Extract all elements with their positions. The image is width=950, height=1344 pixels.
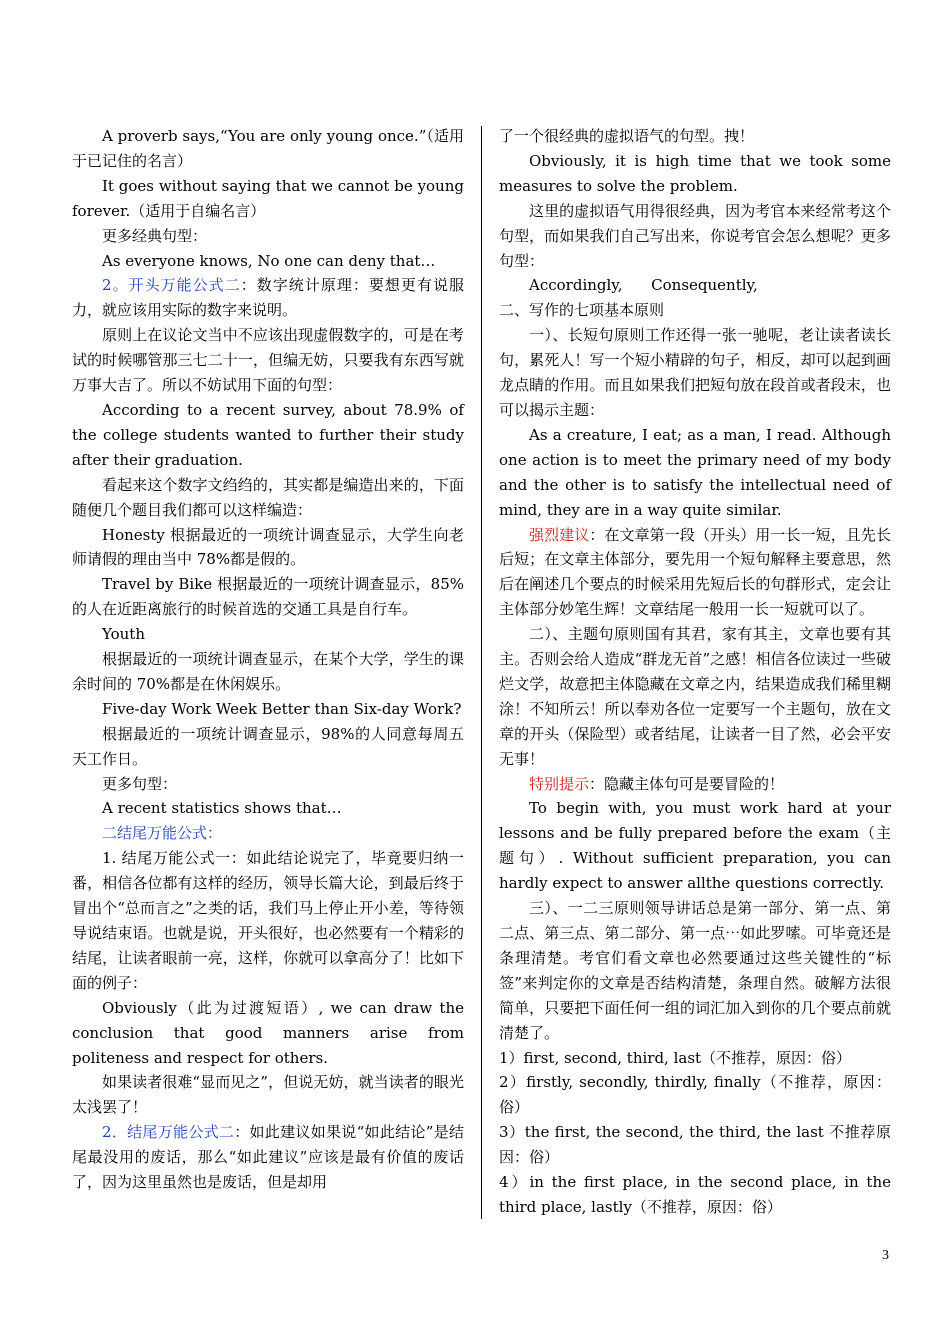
paragraph: 1. 结尾万能公式一：如此结论说完了，毕竟要归纳一番，相信各位都有这样的经历，领导长篇大论，到最后终于冒出个“总而言之”之类的话，我们马上停止开小差，等待领导说结束语。也就是说，开头很好，也必然要有一个精彩的结尾，让读者眼前一亮，这样，你就可以拿高分了！比如下面的例子：: [72, 849, 464, 992]
page-number: 3: [882, 1248, 889, 1263]
paragraph: Accordingly, Consequently,: [529, 276, 758, 295]
paragraph: It goes without saying that we cannot be young forever.（适用于自编名言）: [72, 176, 464, 220]
paragraph: 更多经典句型：: [102, 226, 208, 245]
column-divider: [481, 126, 482, 1219]
paragraph: According to a recent survey, about 78.9% of the college students wanted to further their study after their graduation.: [72, 400, 464, 469]
paragraph: A proverb says,“You are only young once.”（适用于已记住的名言）: [72, 127, 464, 170]
right-column: [499, 124, 891, 1220]
left-column: [72, 124, 464, 1195]
list-item: 4）in the first place, in the second place, in the third place, lastly（不推荐，原因：俗）: [499, 1173, 891, 1216]
paragraph: 看起来这个数字文绉绉的，其实都是编造出来的，下面随便几个题目我们都可以这样编造：: [72, 475, 464, 519]
emphasis-label: 特别提示: [529, 774, 590, 793]
paragraph: To begin with, you must work hard at your lessons and be fully prepared before the exam（主题句）. Without sufficient preparation, you can hardly expect to answer allthe questions correctly.: [499, 799, 891, 893]
paragraph: Obviously, it is high time that we took some measures to solve the problem.: [499, 151, 891, 195]
paragraph: 2．结尾万能公式二：如此建议如果说“如此结论”是结尾最没用的废话，那么“如此建议”应该是最有价值的废话了，因为这里虽然也是废话，但是却用: [72, 1123, 465, 1192]
paragraph: 原则上在议论文当中不应该出现虚假数字的，可是在考试的时候哪管那三七二十一，但编无妨，只要我有东西写就万事大吉了。所以不妨试用下面的句型：: [72, 326, 464, 395]
paragraph: Travel by Bike 根据最近的一项统计调查显示，85%的人在近距离旅行的时候首选的交通工具是自行车。: [72, 575, 464, 619]
paragraph: As everyone knows, No one can deny that…: [102, 251, 436, 270]
paragraph: 更多句型：: [102, 774, 178, 793]
paragraph: 三）、一二三原则领导讲话总是第一部分、第一点、第二点、第三点、第二部分、第一点⋯如此罗嗦。可毕竟还是条理清楚。考官们看文章也必然要通过这些关键性的“标签”来判定你的文章是否结构清楚，条理自然。破解方法很简单，只要把下面任何一组的词汇加入到你的几个要点前就清楚了。: [499, 899, 891, 1042]
paragraph: 二）、主题句原则国有其君，家有其主，文章也要有其主。否则会给人造成“群龙无首”之感！相信各位读过一些破烂文学，故意把主体隐藏在文章之内，结果造成我们稀里糊涂！不知所云！所以奉劝各位一定要写一个主题句，放在文章的开头（保险型）或者结尾，让读者一目了然，必会平安无事！: [499, 625, 891, 768]
list-item: 3）the first, the second, the third, the last 不推荐原因：俗）: [499, 1123, 891, 1167]
paragraph: A recent statistics shows that…: [102, 799, 342, 818]
paragraph: 如果读者很难“显而见之”，但说无妨，就当读者的眼光太浅罢了！: [72, 1073, 464, 1117]
list-item: 2）firstly, secondly, thirdly, finally（不推荐，原因：俗）: [499, 1073, 891, 1117]
paragraph: 了一个很经典的虚拟语气的句型。拽！: [499, 127, 755, 145]
paragraph: 强烈建议：在文章第一段（开头）用一长一短，且先长后短；在文章主体部分，要先用一个短句解释主要意思，然后在阐述几个要点的时候采用先短后长的句群形式，定会让主体部分妙笔生辉！文章结尾一般用一长一短就可以了。: [499, 525, 891, 619]
paragraph: 特别提示：隐藏主体句可是要冒险的！: [529, 774, 785, 793]
section-heading: 二结尾万能公式：: [102, 824, 223, 843]
paragraph: Youth: [102, 625, 145, 644]
emphasis-label: 强烈建议: [529, 525, 590, 544]
list-item: 1）first, second, third, last（不推荐，原因：俗）: [499, 1048, 852, 1067]
paragraph: Five-day Work Week Better than Six-day Work?: [102, 699, 462, 718]
section-heading: 2．结尾万能公式二: [102, 1123, 235, 1142]
paragraph: 这里的虚拟语气用得很经典，因为考官本来经常考这个句型，而如果我们自己写出来，你说考官会怎么想呢？更多句型：: [499, 201, 891, 270]
paragraph: 2。开头万能公式二：数字统计原理：要想更有说服力，就应该用实际的数字来说明。: [72, 276, 464, 320]
section-heading: 二、写作的七项基本原则: [499, 301, 665, 320]
paragraph: 根据最近的一项统计调查显示，在某个大学，学生的课余时间的 70%都是在休闲娱乐。: [72, 650, 464, 693]
paragraph: 根据最近的一项统计调查显示，98%的人同意每周五天工作日。: [72, 724, 464, 768]
paragraph: 一）、长短句原则工作还得一张一驰呢，老让读者读长句，累死人！写一个短小精辟的句子，相反，却可以起到画龙点睛的作用。而且如果我们把短句放在段首或者段末，也可以揭示主题：: [499, 326, 891, 419]
paragraph: Obviously（此为过渡短语）, we can draw the conclusion that good manners arise from politeness and respect for others.: [72, 998, 464, 1067]
section-heading: 2。开头万能公式二: [102, 276, 241, 295]
paragraph: Honesty 根据最近的一项统计调查显示，大学生向老师请假的理由当中 78%都是假的。: [72, 525, 464, 569]
paragraph: As a creature, I eat; as a man, I read. Although one action is to meet the primary need of my body and the other is to satisfy the intellectual need of mind, they are in a way quite similar.: [499, 425, 891, 519]
